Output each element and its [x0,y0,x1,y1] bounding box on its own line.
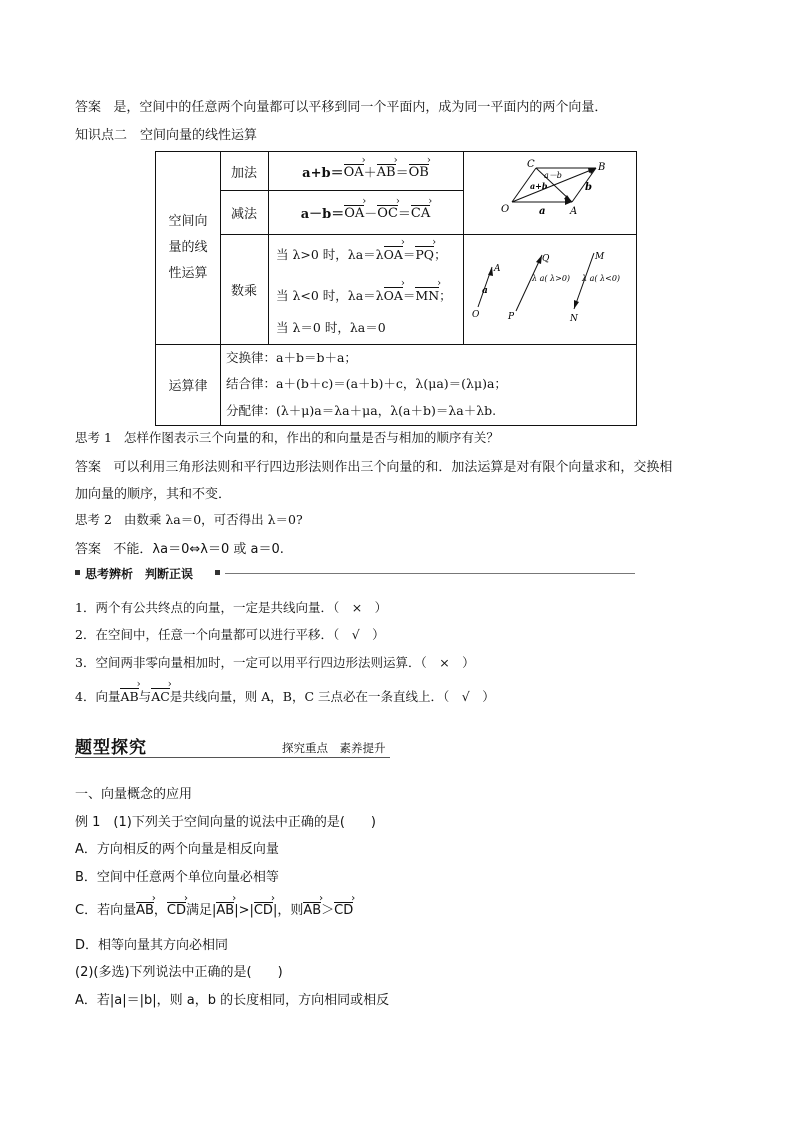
header-rule [225,573,635,574]
addition-name: 加法 [230,165,257,181]
think-1: 思考 1 怎样作图表示三个向量的和，作出的和向量是否与相加的顺序有关？ [75,430,499,445]
example-1-part2-option-a: A．若|a|＝|b|，则 a，b 的长度相同，方向相同或相反 [75,993,390,1008]
fig2-label-M: M [595,252,605,262]
addition-formula: a+b＝ OA › ＋ AB › ＝ OB › [268,152,463,190]
judge-header: 思考辨析 判断正误 [85,567,194,581]
example-1-stem-2: (2)(多选)下列说法中正确的是( ) [75,965,283,980]
example-1-option-a: A．方向相反的两个向量是相反向量 [75,842,279,857]
example-1-option-c: C．若向量AB ›，CD ›满足|AB ›|>|CD ›|，则AB ›＞CD › [75,899,353,918]
multiplication-line-3: 当 λ＝0 时，λa＝0 [276,320,386,335]
section-underline [75,757,390,758]
fig1-label-a-plus-b: a+b [530,181,548,191]
think-2: 思考 2 由数乘 λa＝0，可否得出 λ＝0? [75,512,303,527]
judge-header-row [75,566,635,580]
fig2-label-lambda-pos: λ a( λ>0) [532,274,571,283]
answer-label: 答案 [75,100,102,115]
fig2-label-O: O [472,310,480,320]
answer-line-1 [75,96,607,115]
laws-name: 运算律 [168,379,208,394]
square-bullet-icon [75,570,80,575]
section-subtitle: 探究重点 素养提升 [282,741,386,755]
answer-3: 答案 不能．λa＝0⇔λ＝0 或 a＝0. [75,542,284,557]
square-bullet-icon [215,570,220,575]
law-associative: 结合律：a＋(b＋c)＝(a＋b)＋c，λ(μa)＝(λμ)a； [226,376,507,391]
answer-2-line-1: 答案 可以利用三角形法则和平行四边形法则作出三个向量的和．加法运算是对有限个向量求和，交换相 [75,460,673,475]
fig2-label-a: a [482,286,488,296]
fig2-label-Q: Q [542,254,550,264]
category-line-3: 性运算 [168,266,208,281]
example-1-stem: 例 1 (1)下列关于空间向量的说法中正确的是( ) [75,815,376,830]
example-1-option-b: B．空间中任意两个单位向量必相等 [75,870,279,885]
subtraction-formula: a－b＝ OA › － OC › ＝ CA › [268,190,463,234]
linear-operations-table [155,151,637,426]
fig1-label-C: C [527,159,535,170]
fig1-label-A: A [570,206,578,217]
topic-heading: 一、向量概念的应用 [75,787,193,802]
fig2-label-lambda-neg: λ a( λ<0) [582,274,621,283]
fig1-label-B: B [598,162,606,173]
judge-item-4: 4．向量AB ›与AC ›是共线向量，则 A，B，C 三点必在一条直线上．（ √ ） [75,686,495,705]
category-cell [156,152,220,344]
judge-item-2: 2．在空间中，任意一个向量都可以进行平移．（ √ ） [75,627,385,642]
example-1-option-d: D．相等向量其方向必相同 [75,938,229,953]
multiplication-line-2: 当 λ<0 时，λa＝λOA ›＝MN ›； [276,285,452,304]
fig2-label-N: N [570,314,578,324]
fig1-label-O: O [501,204,510,215]
law-commutative: 交换律：a＋b＝b＋a； [226,350,357,365]
parallelogram-figure [464,152,636,234]
section-title: 题型探究 [75,738,147,758]
fig2-label-P: P [508,312,515,322]
fig1-label-a: a [539,206,546,217]
category-line-1: 空间向 [168,214,208,229]
knowledge-point-heading: 知识点二 空间向量的线性运算 [75,128,258,143]
category-line-2: 量的线 [168,240,208,255]
law-distributive: 分配律：(λ＋μ)a＝λa＋μa，λ(a＋b)＝λa＋λb. [226,403,497,418]
answer-2-line-2: 加向量的顺序，其和不变． [75,487,232,502]
judge-item-3: 3．空间两非零向量相加时，一定可以用平行四边形法则运算．（ × ） [75,655,475,670]
fig1-label-b: b [585,182,592,193]
multiplication-name: 数乘 [230,283,257,299]
fig2-label-A: A [494,264,501,274]
scalar-figure [464,235,636,344]
multiplication-line-1: 当 λ>0 时，λa＝λOA ›＝PQ ›； [276,244,447,263]
judge-item-1: 1．两个有公共终点的向量，一定是共线向量．（ × ） [75,600,388,615]
subtraction-name: 减法 [230,206,257,222]
fig1-label-a-minus-b: a－b [544,171,562,180]
answer-text: 是，空间中的任意两个向量都可以平移到同一个平面内，成为同一平面内的两个向量． [113,100,608,115]
